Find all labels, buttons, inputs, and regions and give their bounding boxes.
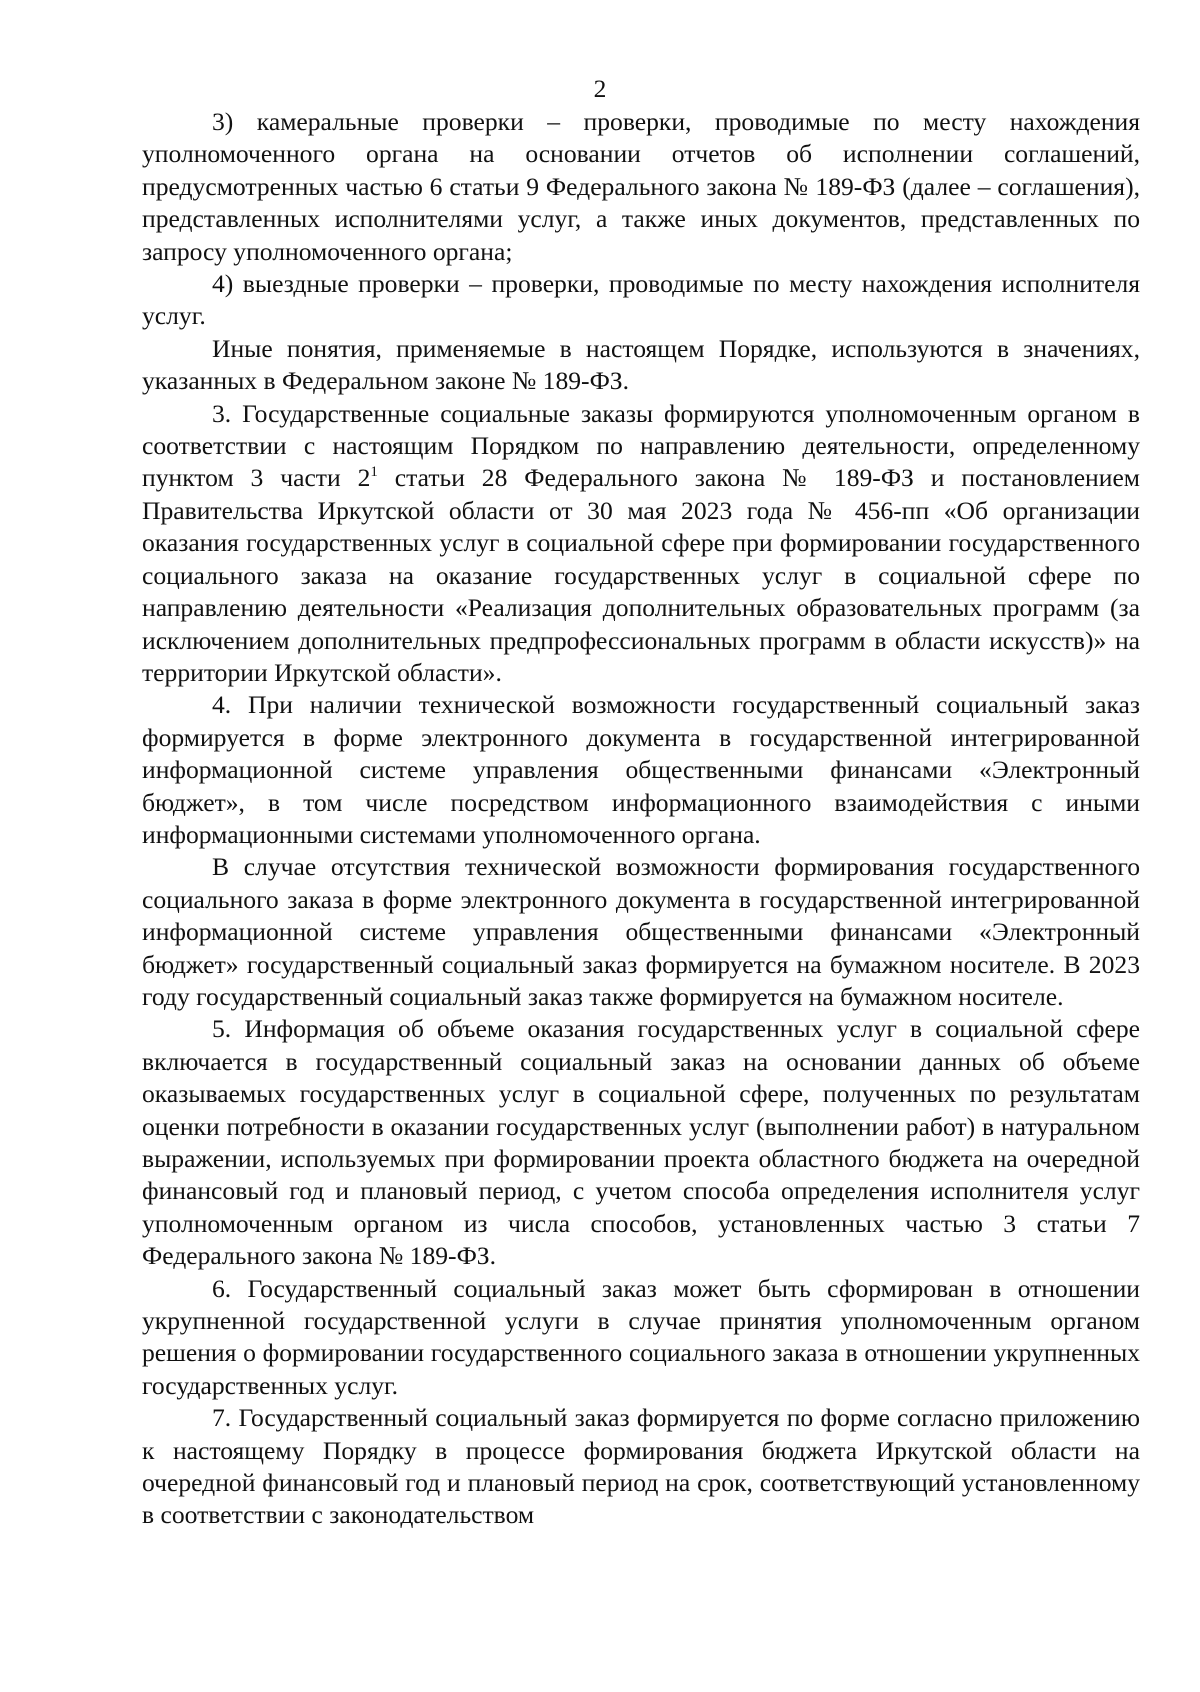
document-body xyxy=(142,106,1140,1532)
paragraph-clause-5: 5. Информация об объеме оказания государственных услуг в социальной сфере включается в государственный социальный заказ на основании данных об объеме оказываемых государственных услуг в социальной сфере, полученных по результатам оценки потребности в оказании государственных услуг (выполнении работ) в натуральном выражении, используемых при формировании проекта областного бюджета на очередной финансовый год и плановый период, с учетом способа определения исполнителя услуг уполномоченным органом из числа способов, установленных частью 3 статьи 7 Федерального закона № 189-ФЗ. xyxy=(142,1014,1140,1271)
paragraph-clause-4: 4. При наличии технической возможности государственный социальный заказ формируется в форме электронного документа в государственной интегрированной информационной системе управления общественными финансами «Электронный бюджет», в том числе посредством информационного взаимодействия с иными информационными системами уполномоченного органа. xyxy=(142,690,1140,849)
clause-3-text-part-1: 3. Государственные социальные заказы формируются уполномоченным органом в соответствии с настоящим Порядком по направлению деятельности, определенному пунктом 3 части 2 xyxy=(142,398,1140,493)
paragraph-other-terms: Иные понятия, применяемые в настоящем Порядке, используются в значениях, указанных в Федеральном законе № 189-ФЗ. xyxy=(142,333,1140,396)
clause-3-text-part-2: статьи 28 Федерального закона № 189-ФЗ и постановлением Правительства Иркутской области от 30 мая 2023 года № 456-пп «Об организации оказания государственных услуг в социальной сфере при формировании государственного социального заказа на оказание государственных услуг в социальной сфере по направлению деятельности «Реализация дополнительных образовательных программ (за исключением дополнительных предпрофессиональных программ в области искусств)» на территории Иркутской области». xyxy=(142,463,1141,687)
paragraph-item-4-field-audits: 4) выездные проверки – проверки, проводимые по месту нахождения исполнителя услуг. xyxy=(142,269,1140,331)
clause-3-superscript: 1 xyxy=(370,464,378,481)
paragraph-clause-6: 6. Государственный социальный заказ может быть сформирован в отношении укрупненной государственной услуги в случае принятия уполномоченным органом решения о формировании государственного социального заказа в отношении укрупненных государственных услуг. xyxy=(142,1273,1140,1400)
paragraph-clause-3 xyxy=(142,398,1140,690)
paragraph-clause-7: 7. Государственный социальный заказ формируется по форме согласно приложению к настоящему Порядку в процессе формирования бюджета Иркутской области на очередной финансовый год и плановый период на срок, соответствующий установленному в соответствии с законодательством xyxy=(142,1403,1140,1530)
page-number: 2 xyxy=(593,74,607,103)
paragraph-no-technical-capability: В случае отсутствия технической возможности формирования государственного социального заказа в форме электронного документа в государственной интегрированной информационной системе управления общественными финансами «Электронный бюджет» государственный социальный заказ формируется на бумажном носителе. В 2023 году государственный социальный заказ также формируется на бумажном носителе. xyxy=(142,852,1140,1011)
paragraph-item-3-desk-audits: 3) камеральные проверки – проверки, проводимые по месту нахождения уполномоченного органа на основании отчетов об исполнении соглашений, предусмотренных частью 6 статьи 9 Федерального закона № 189-ФЗ (далее – соглашения), представленных исполнителями услуг, а также иных документов, представленных по запросу уполномоченного органа; xyxy=(142,107,1140,266)
